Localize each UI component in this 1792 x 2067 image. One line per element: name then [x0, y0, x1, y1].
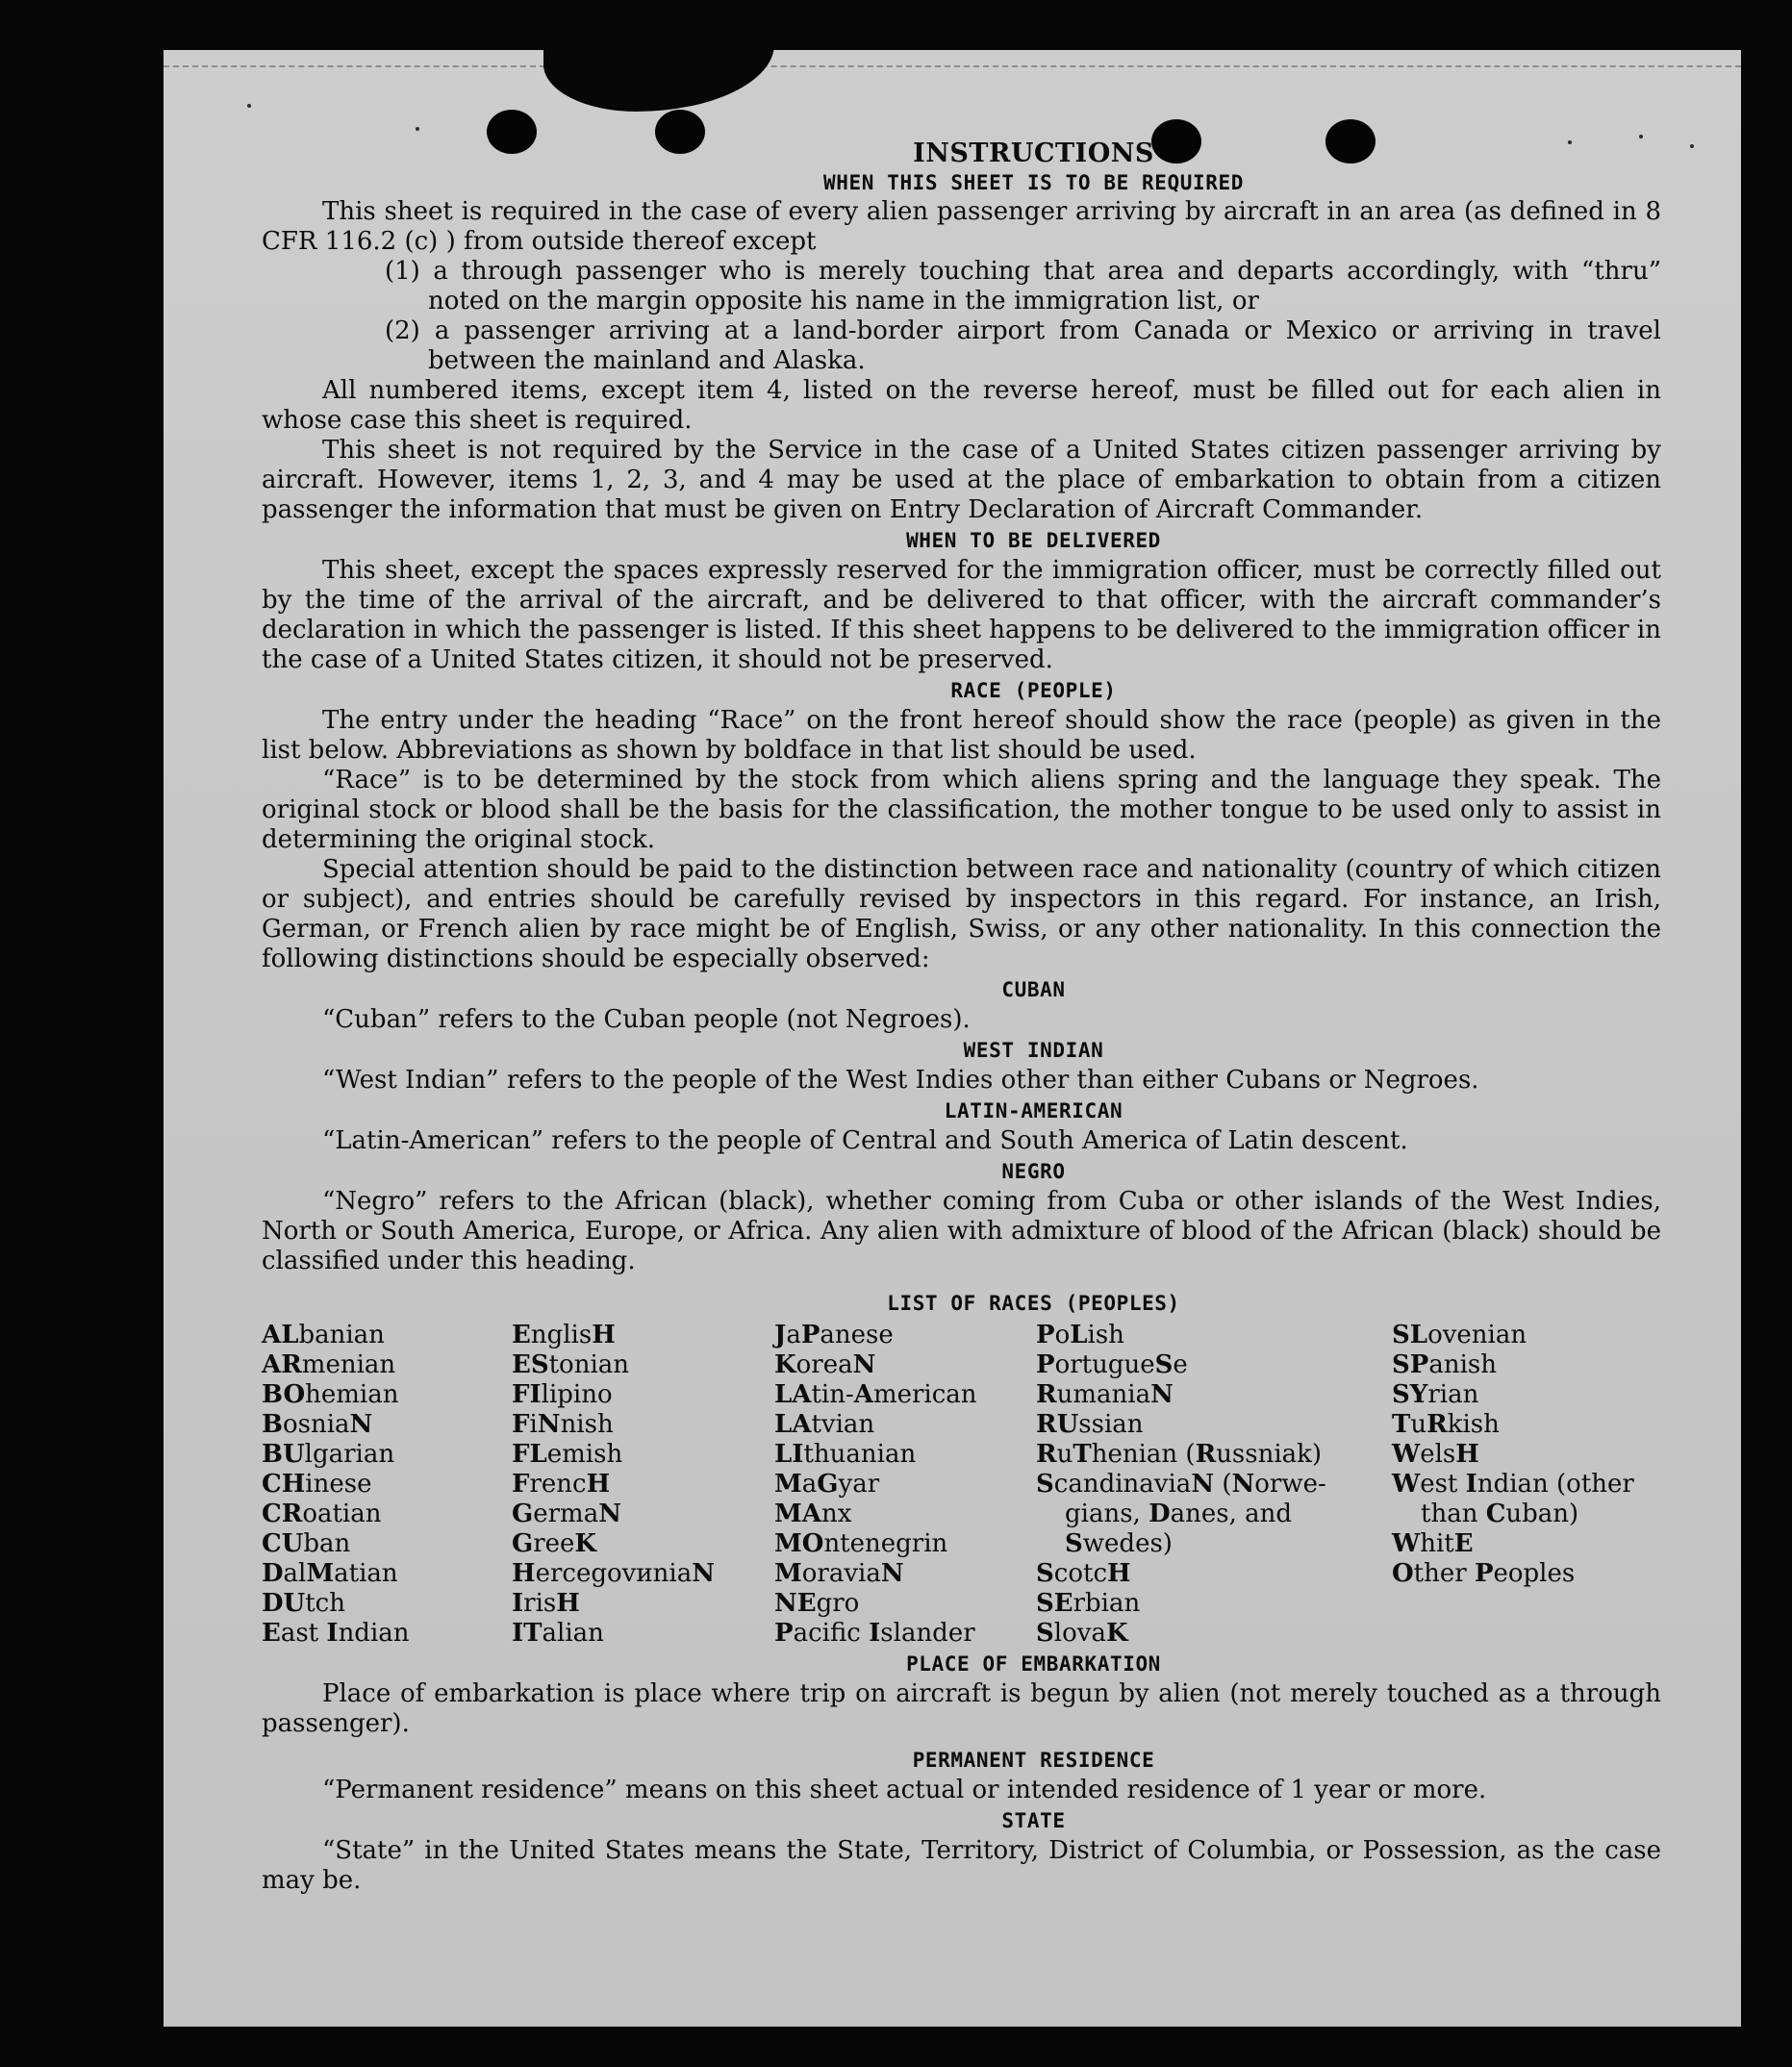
race-list-item: LAtin-American: [774, 1380, 977, 1409]
speck: [416, 127, 419, 131]
paragraph: All numbered items, except item 4, listed on the reverse hereof, must be filled out for each alien in whose case this sheet is required.: [262, 376, 1661, 435]
paragraph: This sheet is not required by the Service in the case of a United States citizen passenger arriving by aircraft. However, items 1, 2, 3, and 4 may be used at the place of embarkation to obtain from a citizen passenger the information that must be given on Entry Declaration of Aircraft Commander.: [262, 436, 1661, 524]
race-list-item: HercegovиniaN: [512, 1559, 715, 1588]
race-list-item: RUssian: [1036, 1410, 1144, 1439]
race-list-item: gians, Danes, and: [1065, 1500, 1293, 1528]
paragraph: This sheet is required in the case of every alien passenger arriving by aircraft in an area (as defined in 8 CFR 116.2 (c) ) from outside thereof except: [262, 197, 1661, 256]
race-list-item: FLemish: [512, 1440, 623, 1469]
race-list-item: SYrian: [1392, 1380, 1479, 1409]
race-list-item: ScandinaviaN (Norwe-: [1036, 1470, 1326, 1499]
paragraph: “State” in the United States means the State, Territory, District of Columbia, or Possession, as the case may be.: [262, 1836, 1661, 1895]
race-list-item: GreeK: [512, 1529, 597, 1558]
race-list-item: than Cuban): [1421, 1500, 1579, 1528]
paragraph: “Cuban” refers to the Cuban people (not Negroes).: [322, 1005, 971, 1034]
race-list-item: FrencH: [512, 1470, 611, 1499]
instructions-content: [262, 139, 1661, 1896]
torn-edge: [543, 44, 774, 112]
race-list-item: ALbanian: [262, 1321, 385, 1349]
race-column: [774, 1321, 1036, 1649]
paragraph: Place of embarkation is place where trip on aircraft is begun by alien (not merely touched as a through passenger).: [262, 1679, 1661, 1738]
race-list-item: LAtvian: [774, 1410, 875, 1439]
paragraph: The entry under the heading “Race” on the front hereof should show the race (people) as given in the list below. Abbreviations as shown by boldface in that list should be used.: [262, 706, 1661, 765]
race-list-item: TuRkish: [1392, 1410, 1500, 1439]
race-list-item: SlovaK: [1036, 1619, 1128, 1648]
paragraph: “Permanent residence” means on this sheet actual or intended residence of 1 year or more.: [322, 1776, 1487, 1804]
section-heading-when-required: WHEN THIS SHEET IS TO BE REQUIRED: [822, 171, 1245, 194]
list-item-1: (1) a through passenger who is merely touching that area and departs accordingly, with “thru” noted on the margin opposite his name in the immigration list, or: [385, 257, 1661, 315]
section-heading-west-indian: WEST INDIAN: [963, 1039, 1104, 1062]
section-heading-embarkation: PLACE OF EMBARKATION: [906, 1652, 1161, 1676]
paragraph: “Latin-American” refers to the people of Central and South America of Latin descent.: [322, 1126, 1408, 1155]
race-list-item: SPanish: [1392, 1350, 1497, 1379]
document-sheet: [164, 50, 1741, 2027]
section-heading-race: RACE (PEOPLE): [950, 679, 1117, 702]
race-list-item: WelsH: [1392, 1440, 1479, 1469]
race-list-item: JaPanese: [774, 1321, 894, 1349]
race-list-item: DUtch: [262, 1589, 345, 1618]
perforation-line: [164, 65, 1741, 67]
section-heading-state: STATE: [1001, 1809, 1066, 1832]
race-list-item: CUban: [262, 1529, 351, 1558]
race-list-item: NEgro: [774, 1589, 860, 1618]
race-list-item: PortugueSe: [1036, 1350, 1188, 1379]
paragraph: This sheet, except the spaces expressly reserved for the immigration officer, must be correctly filled out by the time of the arrival of the aircraft, and be delivered to that officer, with the aircraft commander’s declaration in which the passenger is listed. If this sheet happens to be delivered to the immigration officer in the case of a United States citizen, it should not be preserved.: [262, 556, 1661, 674]
race-list-item: MaGyar: [774, 1470, 880, 1499]
race-column: [1392, 1321, 1661, 1649]
race-list-item: ITalian: [512, 1619, 604, 1648]
race-list-item: DalMatian: [262, 1559, 398, 1588]
race-list-item: FIlipino: [512, 1380, 613, 1409]
race-list-item: GermaN: [512, 1500, 621, 1528]
race-list-item: SErbian: [1036, 1589, 1141, 1618]
section-heading-permanent-residence: PERMANENT RESIDENCE: [912, 1749, 1155, 1772]
race-list-item: BOhemian: [262, 1380, 399, 1409]
race-list-item: RuThenian (Russniak): [1036, 1440, 1323, 1469]
race-list: [262, 1321, 1661, 1649]
race-list-item: Other Peoples: [1392, 1559, 1576, 1588]
race-list-item: LIthuanian: [774, 1440, 917, 1469]
race-list-item: KoreaN: [774, 1350, 876, 1379]
race-column: [1036, 1321, 1392, 1649]
section-heading-negro: NEGRO: [1001, 1160, 1066, 1183]
race-list-item: CHinese: [262, 1470, 372, 1499]
list-item-2: (2) a passenger arriving at a land-border airport from Canada or Mexico or arriving in travel between the mainland and Alaska.: [385, 316, 1661, 375]
race-list-item: PoLish: [1036, 1321, 1124, 1349]
race-column: [512, 1321, 774, 1649]
race-column: [262, 1321, 512, 1649]
race-list-item: RumaniaN: [1036, 1380, 1174, 1409]
race-list-item: MoraviaN: [774, 1559, 904, 1588]
paragraph: “Negro” refers to the African (black), whether coming from Cuba or other islands of the West Indies, North or South America, Europe, or Africa. Any alien with admixture of blood of the African (black) should be classified under this heading.: [262, 1187, 1661, 1275]
race-list-item: EnglisH: [512, 1321, 616, 1349]
race-list-item: East Indian: [262, 1619, 410, 1648]
race-list-item: SLovenian: [1392, 1321, 1527, 1349]
section-heading-latin-american: LATIN-AMERICAN: [944, 1099, 1123, 1122]
paragraph: “West Indian” refers to the people of the West Indies other than either Cubans or Negroes.: [322, 1066, 1479, 1095]
race-list-item: MAnx: [774, 1500, 852, 1528]
race-list-item: IrisH: [512, 1589, 580, 1618]
speck: [247, 104, 251, 108]
speck: [1690, 144, 1694, 148]
race-list-item: West Indian (other: [1392, 1470, 1634, 1499]
paragraph: “Race” is to be determined by the stock from which aliens spring and the language they speak. The original stock or blood shall be the basis for the classification, the mother tongue to be used only to assist in determining the original stock.: [262, 766, 1661, 854]
paragraph: Special attention should be paid to the distinction between race and nationality (country of which citizen or subject), and entries should be carefully revised by inspectors in this regard. For instance, an Irish, German, or French alien by race might be of English, Swiss, or any other nationality. In this connection the following distinctions should be especially observed:: [262, 855, 1661, 973]
race-list-item: CRoatian: [262, 1500, 382, 1528]
race-list-item: BosniaN: [262, 1410, 373, 1439]
race-list-item: ScotcH: [1036, 1559, 1131, 1588]
section-heading-cuban: CUBAN: [1001, 978, 1066, 1001]
race-list-item: WhitE: [1392, 1529, 1474, 1558]
race-list-item: ARmenian: [262, 1350, 396, 1379]
section-heading-list-of-races: LIST OF RACES (PEOPLES): [887, 1292, 1180, 1315]
race-list-item: FiNnish: [512, 1410, 614, 1439]
race-list-item: MOntenegrin: [774, 1529, 948, 1558]
race-list-item: Swedes): [1065, 1529, 1173, 1558]
page-title: INSTRUCTIONS: [913, 139, 1154, 168]
race-list-item: BUlgarian: [262, 1440, 395, 1469]
section-heading-when-delivered: WHEN TO BE DELIVERED: [906, 529, 1161, 552]
race-list-item: Pacific Islander: [774, 1619, 975, 1648]
race-list-item: EStonian: [512, 1350, 630, 1379]
